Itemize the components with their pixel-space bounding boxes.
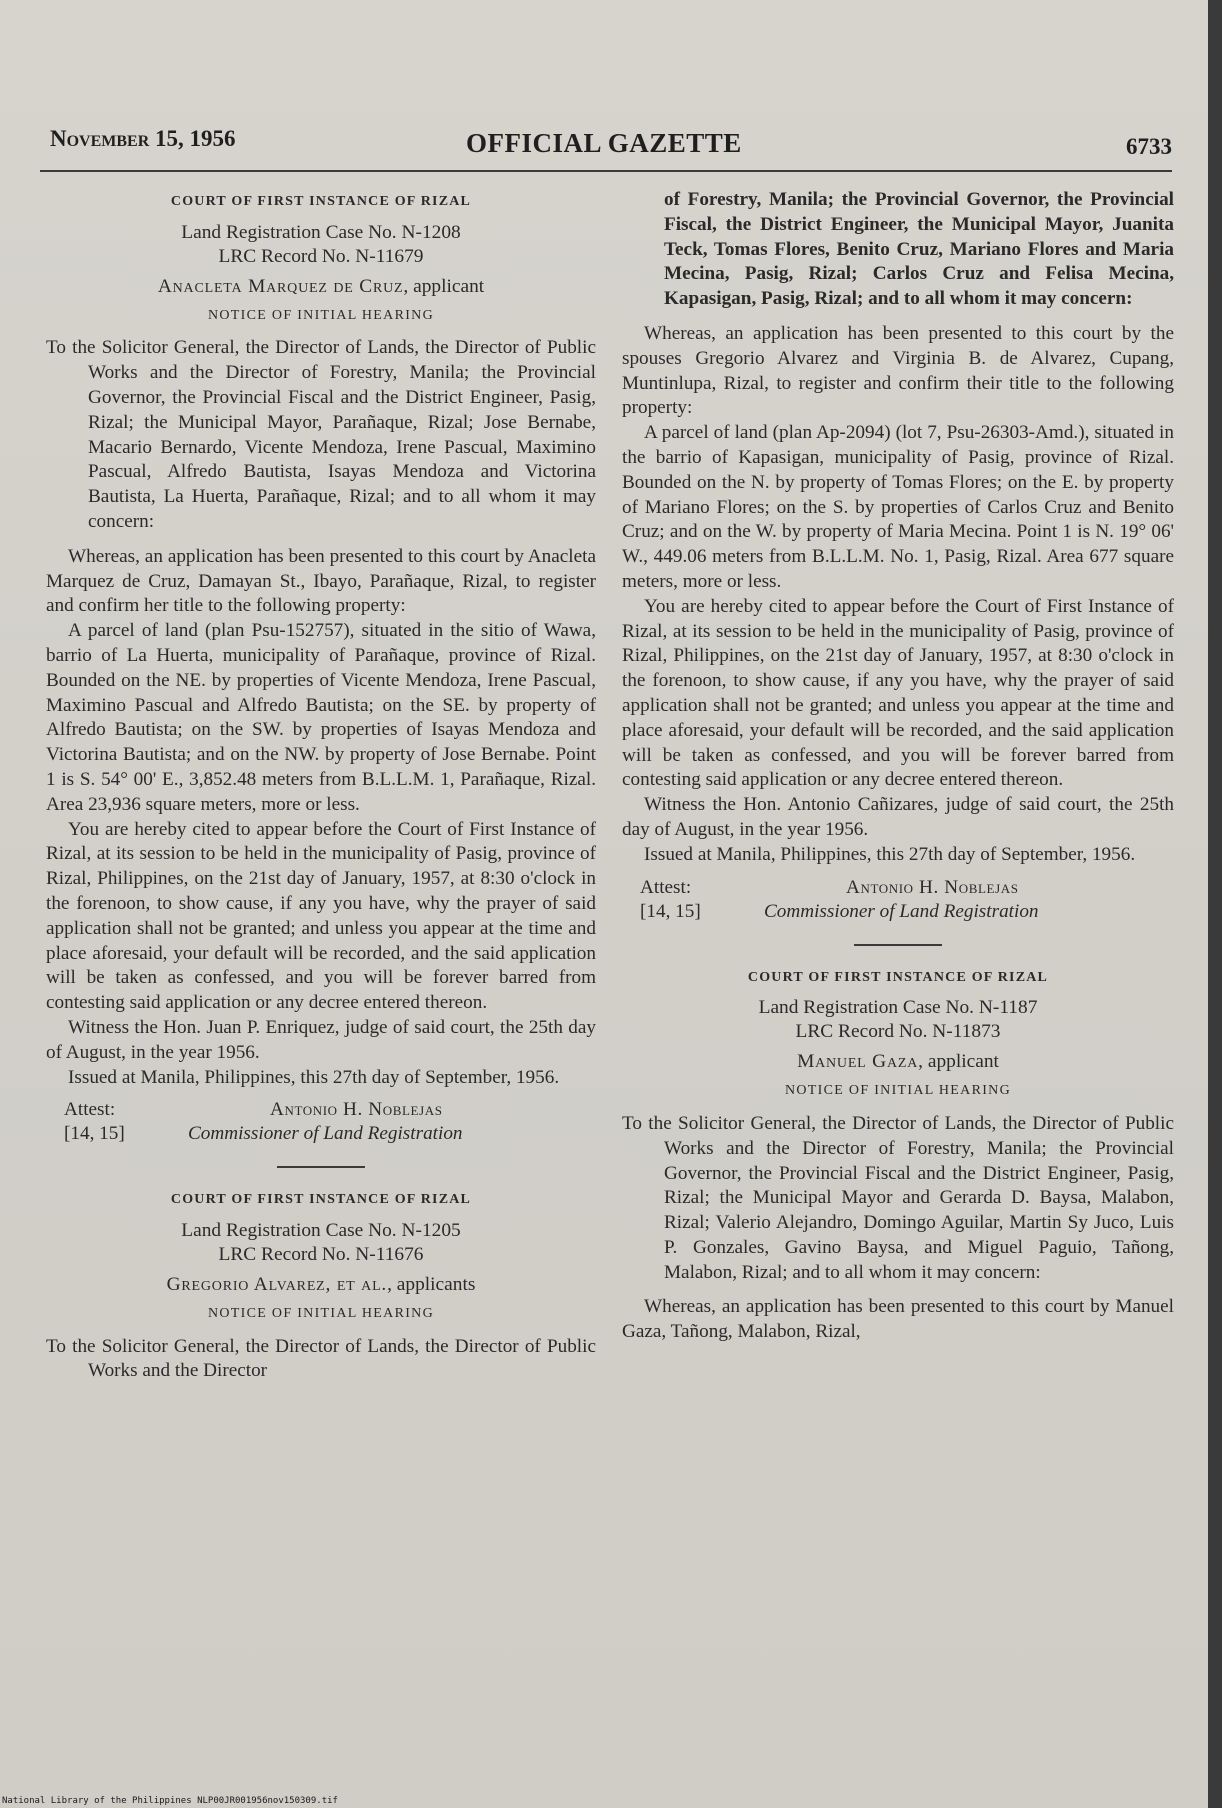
- applicant-name: Manuel Gaza: [797, 1051, 919, 1073]
- applicant-line: [46, 275, 596, 300]
- left-column: [46, 188, 596, 1394]
- notice-block-2: [46, 1188, 596, 1384]
- addressees: To the Solicitor General, the Director of Lands, the Director of Public Works and the Director of Forestry, Manila; the Provincial Governor, the Provincial Fiscal and the District Engineer, Pasig, Rizal; the Municipal Mayor and Gerarda D. Baysa, Malabon, Rizal; Valerio Alejandro, Domingo Aguilar, Martin Sy Juco, Luis P. Gonzales, Gavino Baysa, and Miguel Paguio, Tañong, Malabon, Rizal; and to all whom it may concern:: [622, 1112, 1174, 1283]
- witness-line: Witness the Hon. Antonio Cañizares, judge of said court, the 25th day of August, in the year 1956.: [622, 794, 1174, 840]
- attestation: [622, 876, 1174, 926]
- case-number: Land Registration Case No. N-1205: [181, 1220, 461, 1242]
- section-divider: [277, 1166, 365, 1168]
- case-number: Land Registration Case No. N-1208: [181, 221, 461, 243]
- notice-block-2-continued: [622, 188, 1174, 926]
- addressees-continued: of Forestry, Manila; the Provincial Governor, the Provincial Fiscal, the District Engineer, the Municipal Mayor, Juanita Teck, Tomas Flores, Benito Cruz, Mariano Flores and Maria Mecina, Pasig, Rizal; Carlos Cruz and Felisa Mecina, Kapasigan, Pasig, Rizal; and to all whom it may concern:: [664, 189, 1174, 310]
- applicant-suffix: , applicants: [387, 1274, 476, 1296]
- lrc-record: LRC Record No. N-11873: [795, 1021, 1001, 1043]
- whereas-paragraph: Whereas, an application has been presented to this court by the spouses Gregorio Alvarez and Virginia B. de Alvarez, Cupang, Muntinlupa, Rizal, to register and confirm their title to the following property:: [622, 322, 1174, 419]
- page-number: 6733: [1126, 134, 1172, 159]
- issue-reference: [14, 15]: [640, 900, 701, 922]
- issue-date: November 15, 1956: [50, 126, 236, 151]
- applicant-line: [46, 1273, 596, 1298]
- citation-paragraph: You are hereby cited to appear before the Court of First Instance of Rizal, at its session to be held in the municipality of Pasig, province of Rizal, Philippines, on the 21st day of January, 1957, at 8:30 o'clock in the forenoon, to show cause, if any you have, why the prayer of said application shall not be granted; and unless you appear at the time and place aforesaid, your default will be recorded, and the said application will be taken as confessed, and you will be forever barred from contesting said application or any decree entered thereon.: [46, 818, 596, 1014]
- signer-name: Antonio H. Noblejas: [846, 876, 1019, 898]
- parcel-description: A parcel of land (plan Psu-152757), situated in the sitio of Wawa, barrio of La Huerta, municipality of Parañaque, province of Rizal. Bounded on the NE. by properties of Vicente Mendoza, Irene Pascual, Maximino Pascual and Alfredo Bautista; on the SE. by property of Alfredo Bautista; on the SW. by properties of Isayas Mendoza and Victorina Bautista; and on the NW. by property of Jose Bernabe. Point 1 is S. 54° 00' E., 3,852.48 meters from B.L.L.M. 1, Parañaque, Rizal. Area 23,936 square meters, more or less.: [46, 620, 596, 815]
- publication-title: OFFICIAL GAZETTE: [466, 128, 742, 158]
- section-divider: [854, 944, 942, 946]
- attestation: [46, 1098, 596, 1148]
- witness-line: Witness the Hon. Juan P. Enriquez, judge of said court, the 25th day of August, in the year 1956.: [46, 1016, 596, 1063]
- parcel-description: A parcel of land (plan Ap-2094) (lot 7, Psu-26303-Amd.), situated in the barrio of Kapasigan, municipality of Pasig, province of Rizal. Bounded on the N. by property of Tomas Flores; on the E. by property of Mariano Flores; on the S. by properties of Carlos Cruz and Benito Cruz; and on the W. by property of Maria Mecina. Point 1 is N. 19° 06' W., 449.06 meters from B.L.L.M. No. 1, Pasig, Rizal. Area 677 square meters, more or less.: [622, 422, 1174, 592]
- court-heading: COURT OF FIRST INSTANCE OF RIZAL: [747, 969, 1049, 985]
- addressees-start: To the Solicitor General, the Director of Lands, the Director of Public Works and the Director: [46, 1335, 596, 1382]
- whereas-paragraph: Whereas, an application has been presented to this court by Manuel Gaza, Tañong, Malabon, Rizal,: [622, 1296, 1174, 1343]
- issue-reference: [14, 15]: [64, 1123, 125, 1145]
- issued-line: Issued at Manila, Philippines, this 27th day of September, 1956.: [68, 1066, 560, 1088]
- header-rule: [40, 170, 1172, 172]
- applicant-name: Gregorio Alvarez, et al.: [166, 1274, 388, 1296]
- attest-label: Attest:: [64, 1099, 116, 1121]
- whereas-paragraph: Whereas, an application has been presented to this court by Anacleta Marquez de Cruz, Damayan St., Ibayo, Parañaque, Rizal, to register and confirm her title to the following property:: [46, 545, 596, 617]
- court-heading: COURT OF FIRST INSTANCE OF RIZAL: [170, 194, 472, 209]
- court-heading: COURT OF FIRST INSTANCE OF RIZAL: [170, 1192, 472, 1208]
- attest-label: Attest:: [640, 876, 692, 898]
- applicant-suffix: , applicant: [918, 1051, 999, 1073]
- citation-paragraph: You are hereby cited to appear before the Court of First Instance of Rizal, at its session to be held in the municipality of Pasig, province of Rizal, Philippines, on the 21st day of January, 1957, at 8:30 o'clock in the forenoon, to show cause, if any you have, why the prayer of said application shall not be granted; and unless you appear at the time and place aforesaid, your default will be recorded, and the said application will be taken as confessed, and you will be forever barred from contesting said application or any decree entered thereon.: [622, 595, 1174, 791]
- signer-role: Commissioner of Land Registration: [188, 1123, 463, 1145]
- scan-edge: [1208, 0, 1222, 1808]
- notice-block-1: [46, 190, 596, 1148]
- notice-title: NOTICE OF INITIAL HEARING: [784, 1083, 1011, 1099]
- issued-line: Issued at Manila, Philippines, this 27th day of September, 1956.: [644, 843, 1136, 865]
- notice-title: NOTICE OF INITIAL HEARING: [207, 307, 434, 323]
- lrc-record: LRC Record No. N-11676: [218, 1244, 424, 1266]
- notice-block-3: [622, 966, 1174, 1346]
- right-column: [622, 188, 1174, 1345]
- applicant-suffix: , applicant: [403, 275, 485, 297]
- notice-title: NOTICE OF INITIAL HEARING: [207, 1305, 434, 1321]
- applicant-line: [622, 1050, 1174, 1075]
- applicant-name: Anacleta Marquez de Cruz: [157, 275, 404, 297]
- lrc-record: LRC Record No. N-11679: [218, 245, 424, 267]
- addressees: To the Solicitor General, the Director of Lands, the Director of Public Works and the Director of Forestry, Manila; the Provincial Governor, the Provincial Fiscal and the District Engineer, Pasig, Rizal; the Municipal Mayor, Parañaque, Rizal; Jose Bernabe, Macario Bernardo, Vicente Mendoza, Irene Pascual, Maximino Pascual, Alfredo Bautista, Isayas Mendoza and Victorina Bautista, La Huerta, Parañaque, Rizal; and to all whom it may concern:: [46, 337, 596, 532]
- case-number: Land Registration Case No. N-1187: [758, 997, 1038, 1019]
- signer-role: Commissioner of Land Registration: [764, 900, 1039, 922]
- scan-footer: National Library of the Philippines NLP00JR001956nov150309.tif: [2, 1796, 338, 1806]
- signer-name: Antonio H. Noblejas: [270, 1099, 443, 1121]
- page-header: [50, 118, 1172, 162]
